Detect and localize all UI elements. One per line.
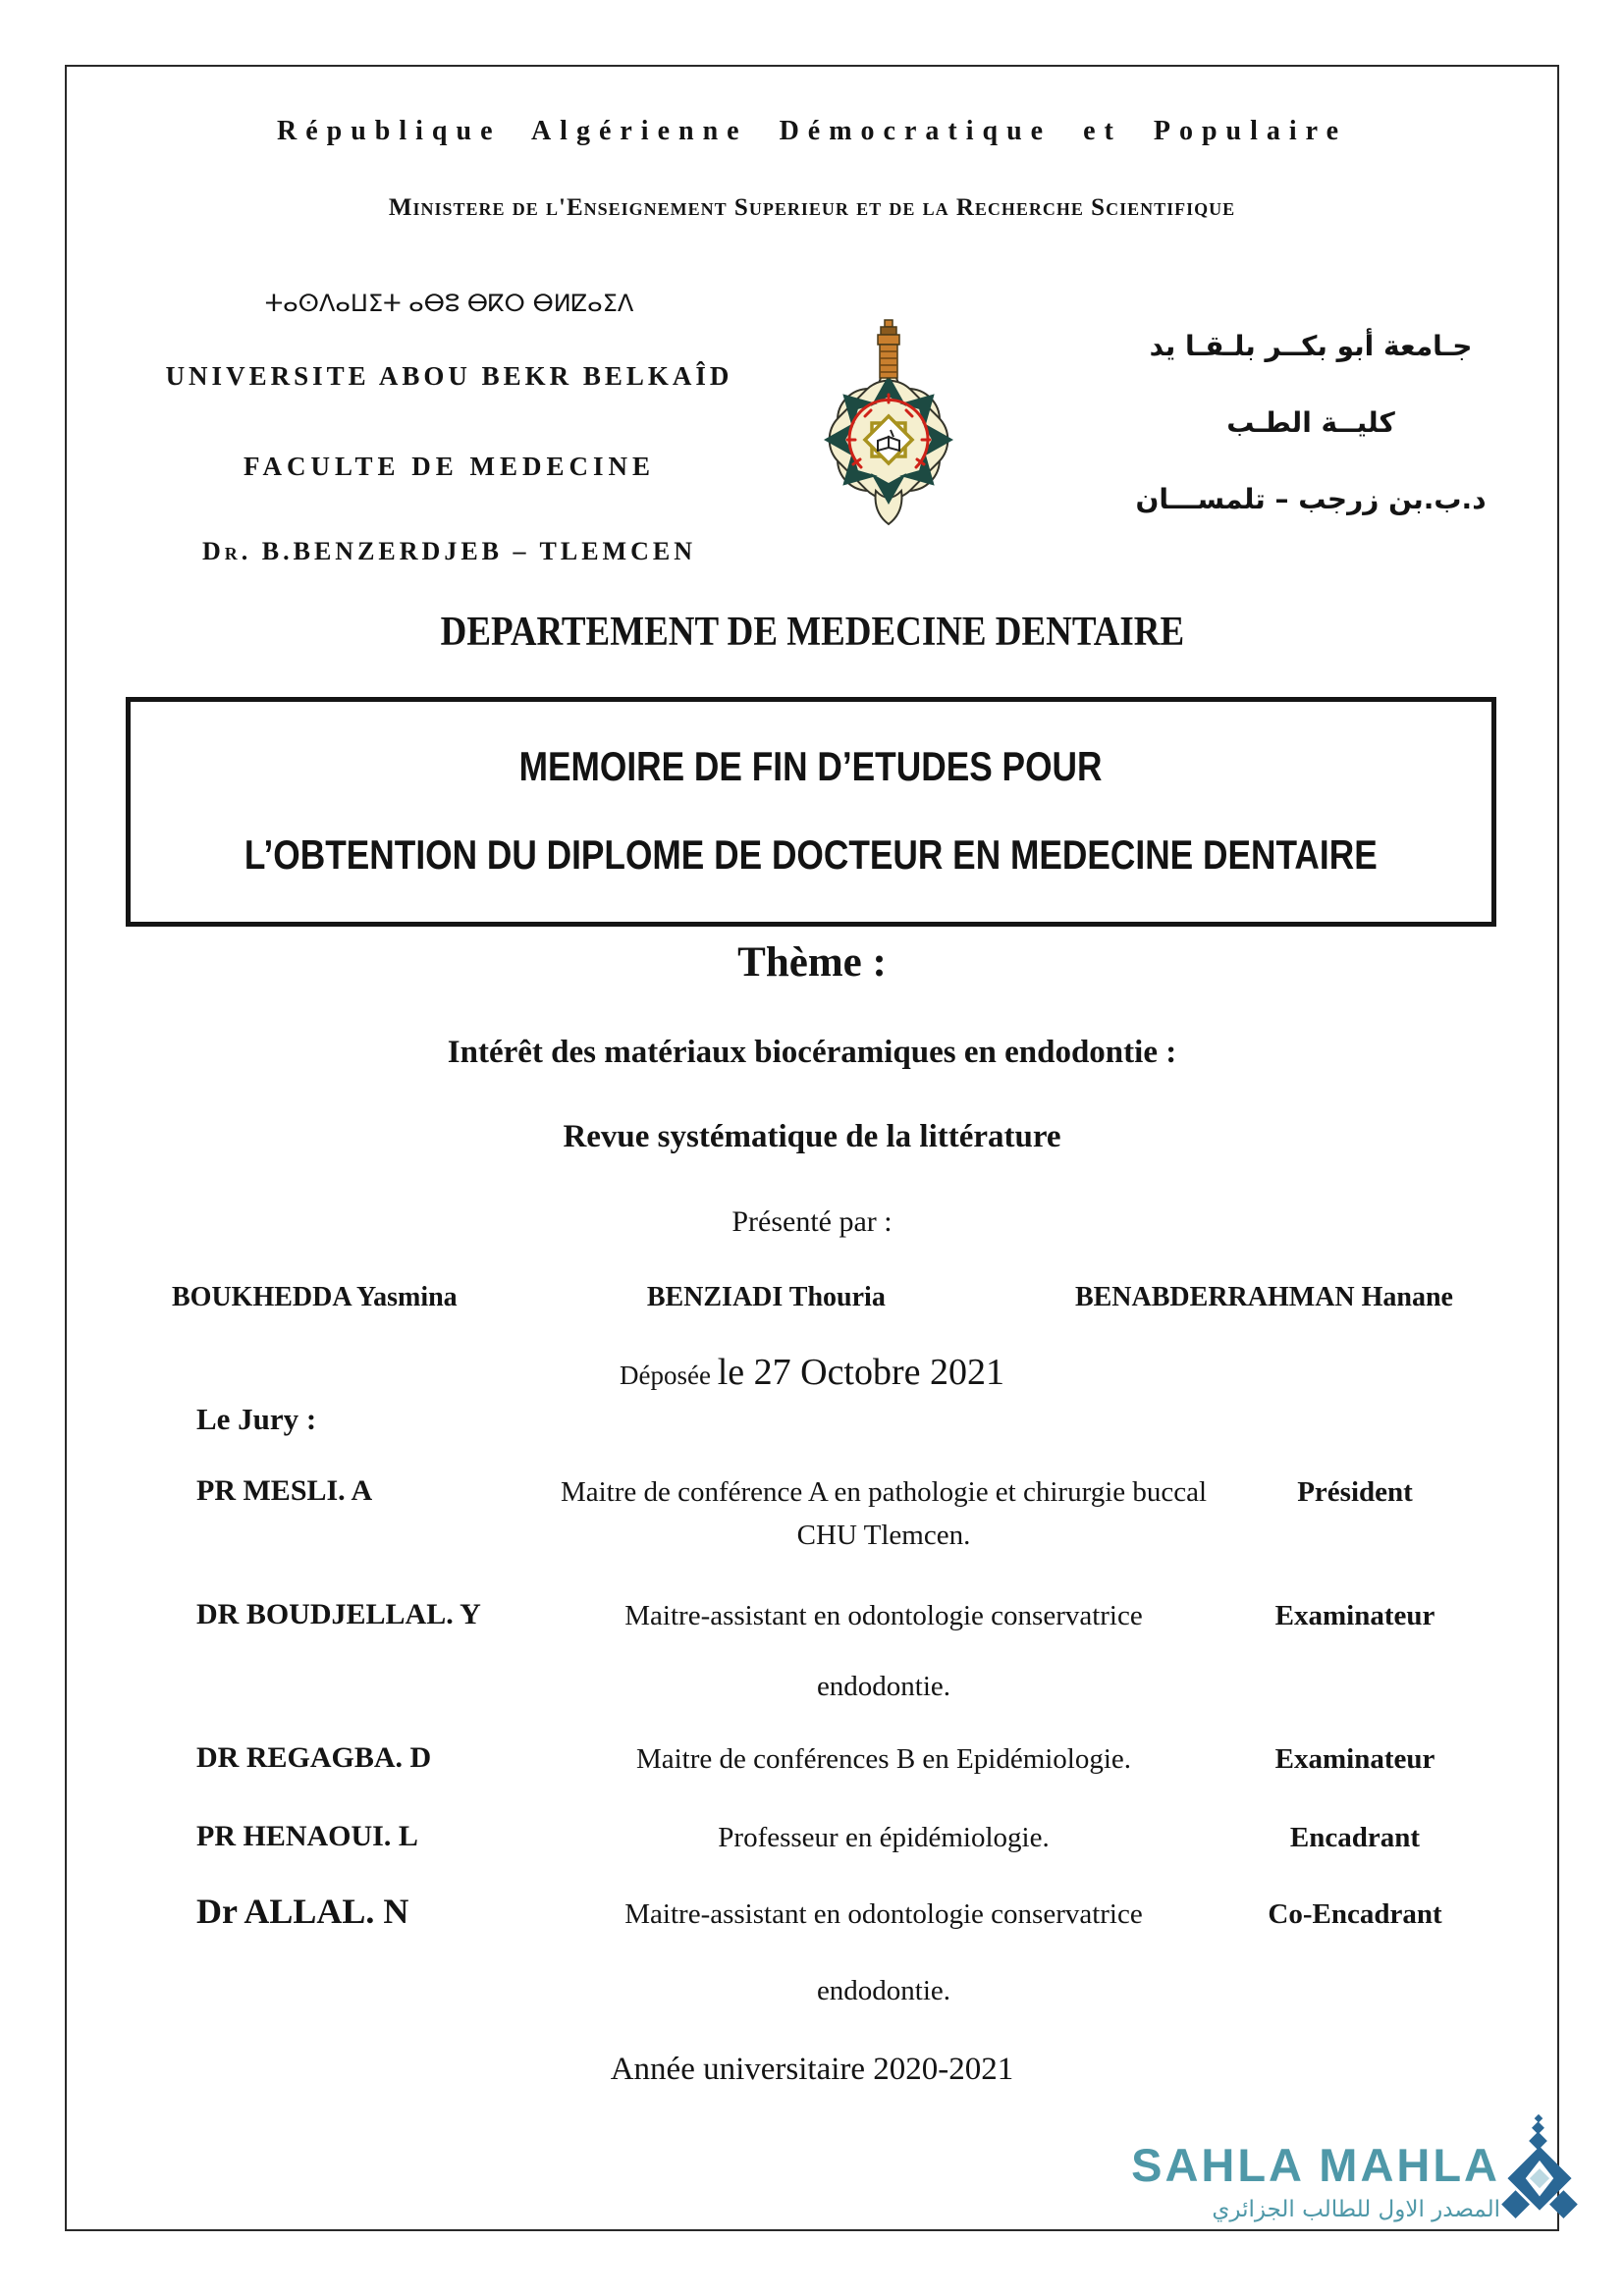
author-name: BENABDERRAHMAN Hanane <box>1074 1282 1453 1312</box>
jury-member-name: Dr ALLAL. N <box>196 1892 409 1931</box>
author-name: BENZIADI Thouria <box>646 1282 886 1312</box>
department-title <box>0 609 1624 656</box>
jury-member-role: Encadrant <box>1289 1822 1421 1853</box>
arabic-university-name: جـامعة أبو بكــر بلـقـا يد <box>1149 330 1473 362</box>
jury-member-title: Maitre-assistant en odontologie conservatrice <box>624 1898 1143 1930</box>
jury-member-name: DR BOUDJELLAL. Y <box>196 1598 481 1630</box>
dean-name: Dr. B.BENZERDJEB – TLEMCEN <box>202 537 696 565</box>
jury-member-title: Maitre de conférences B en Epidémiologie. <box>635 1743 1132 1775</box>
republic-title: République Algérienne Démocratique et Populaire <box>277 116 1347 146</box>
jury-member-name: DR REGAGBA. D <box>196 1741 432 1774</box>
jury-member-role: Examinateur <box>1274 1600 1435 1631</box>
jury-member-title: Professeur en épidémiologie. <box>718 1822 1050 1853</box>
jury-label: Le Jury : <box>196 1402 317 1436</box>
jury-member-title: Maitre de conférence A en pathologie et chirurgie buccal <box>560 1476 1208 1508</box>
thesis-title-line2: Revue systématique de la littérature <box>563 1119 1061 1154</box>
department-title-text: DEPARTEMENT DE MEDECINE DENTAIRE <box>440 610 1184 655</box>
jury-member-role: Examinateur <box>1274 1743 1435 1775</box>
arabic-address: د.ب.بن زرجب – تلمســـان <box>1135 483 1487 515</box>
university-name: UNIVERSITE ABOU BEKR BELKAÎD <box>165 361 733 391</box>
jury-member-subtitle: endodontie. <box>816 1975 951 2006</box>
arabic-faculty-name: كليــة الطـب <box>1226 406 1395 439</box>
university-logo <box>811 318 966 528</box>
jury-member-subtitle: CHU Tlemcen. <box>796 1520 971 1551</box>
jury-member-role: Président <box>1297 1476 1413 1508</box>
academic-year: Année universitaire 2020-2021 <box>610 2052 1014 2087</box>
jury-member-name: PR HENAOUI. L <box>196 1820 418 1852</box>
ministry-title: Ministere de l'Enseignement Superieur et de la Recherche Scientifique <box>388 194 1236 221</box>
deposit-date: le 27 Octobre 2021 <box>717 1352 1005 1393</box>
tifinagh-university-name: ⵜⴰⵙⴷⴰⵡⵉⵜ ⴰⴱⵓ ⴱⴽⵔ ⴱⵍⵇⴰⵉⴷ <box>264 290 634 317</box>
jury-member-subtitle: endodontie. <box>816 1671 951 1702</box>
jury-member-name: PR MESLI. A <box>196 1474 373 1507</box>
sahla-mahla-brand: SAHLA MAHLA <box>1131 2139 1500 2191</box>
author-name: BOUKHEDDA Yasmina <box>172 1282 458 1312</box>
jury-member-title: Maitre-assistant en odontologie conservatrice <box>624 1600 1143 1631</box>
presented-by-label: Présenté par : <box>731 1205 893 1238</box>
thesis-title-line1: Intérêt des matériaux biocéramiques en endodontie : <box>447 1035 1177 1070</box>
faculty-name: FACULTE DE MEDECINE <box>243 452 656 481</box>
memoire-title-line1: MEMOIRE DE FIN D’ETUDES POUR <box>519 743 1103 789</box>
sahla-mahla-mark-icon <box>1500 2114 1579 2226</box>
deposit-prefix: Déposée <box>619 1361 718 1390</box>
theme-label: Thème : <box>737 939 887 986</box>
memoire-title-box <box>126 697 1496 927</box>
jury-member-role: Co-Encadrant <box>1268 1898 1442 1930</box>
deposit-date-line <box>0 1351 1624 1394</box>
sahla-mahla-tagline: المصدر الاول للطالب الجزائري <box>1212 2197 1500 2222</box>
authors-row <box>172 1282 1453 1313</box>
memoire-title-line2: L’OBTENTION DU DIPLOME DE DOCTEUR EN MEDECINE DENTAIRE <box>244 831 1378 878</box>
